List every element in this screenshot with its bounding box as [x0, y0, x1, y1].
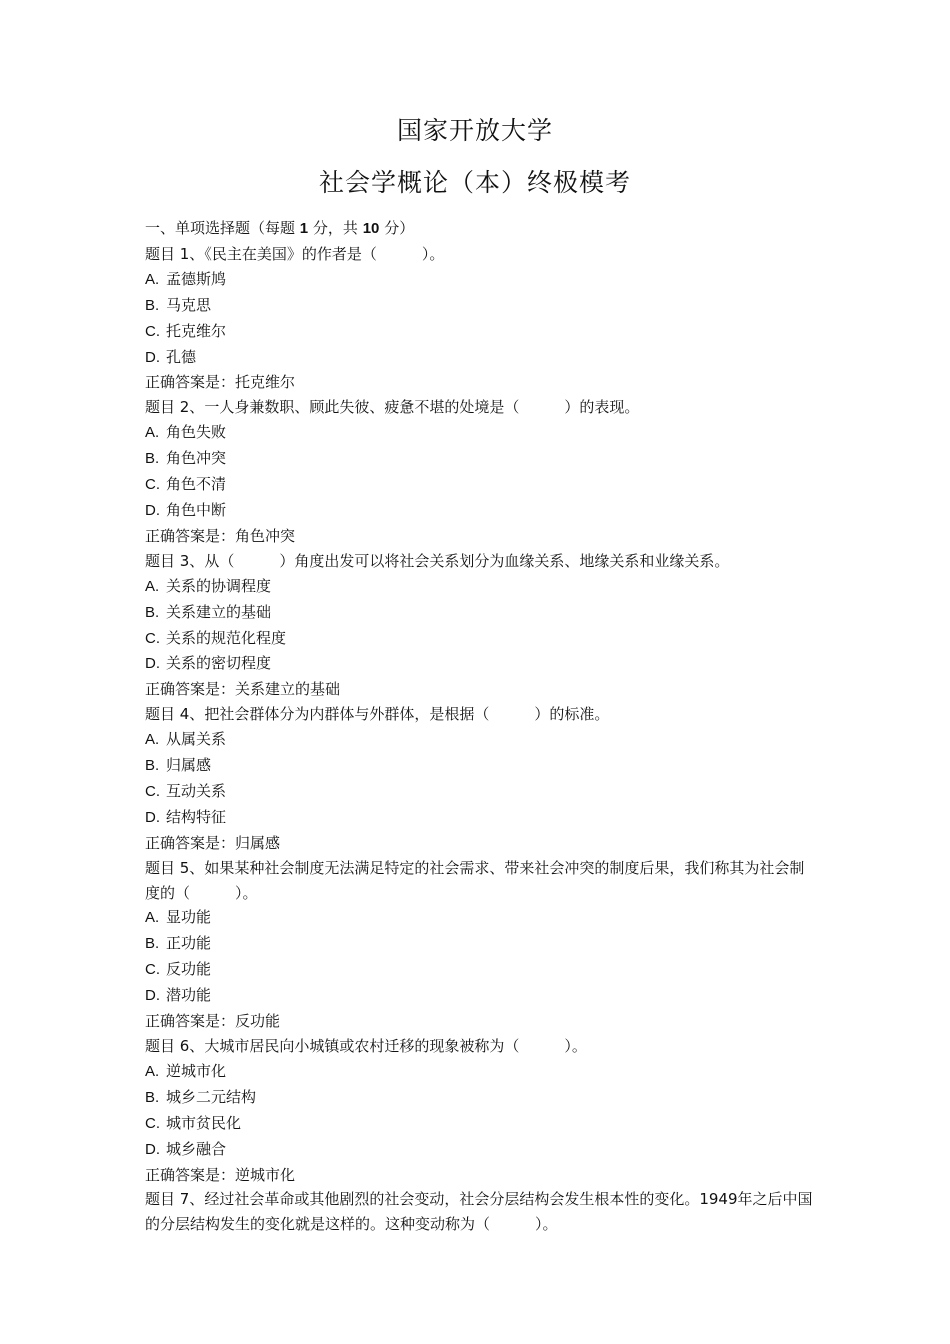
option-letter: D. [145, 808, 160, 826]
section-heading-part2: 分，共 [312, 219, 358, 237]
option-text: 逆城市化 [166, 1061, 227, 1080]
option-item [145, 779, 813, 805]
option-letter: D. [145, 348, 160, 366]
answer-text: 归属感 [235, 833, 281, 852]
answer-text: 托克维尔 [235, 373, 296, 392]
question-stem [145, 856, 813, 906]
option-text: 互动关系 [166, 781, 227, 800]
option-item [145, 1137, 813, 1163]
question-text: 大城市居民向小城镇或农村迁移的现象被称为（ ）。 [204, 1037, 587, 1055]
option-text: 托克维尔 [166, 321, 227, 340]
option-item [145, 345, 813, 371]
question-stem [145, 395, 813, 420]
option-letter: C. [145, 629, 160, 647]
option-text: 关系建立的基础 [166, 602, 272, 621]
answer-line [145, 1009, 813, 1034]
option-letter: D. [145, 501, 160, 519]
answer-line [145, 524, 813, 549]
option-letter: A. [145, 909, 160, 927]
answer-prefix: 正确答案是： [145, 680, 236, 699]
option-letter: C. [145, 961, 160, 979]
option-text: 关系的协调程度 [166, 576, 272, 595]
option-text: 结构特征 [166, 807, 227, 826]
option-item [145, 319, 813, 345]
option-item [145, 1111, 813, 1137]
option-item [145, 727, 813, 753]
answer-text: 反功能 [235, 1012, 281, 1031]
question-stem [145, 1187, 813, 1237]
question-text: 经过社会革命或其他剧烈的社会变动，社会分层结构会发生根本性的变化。1949年之后中国的分层结构发生的变化就是这样的。这种变动称为（ ）。 [145, 1190, 813, 1234]
option-letter: B. [145, 757, 160, 775]
option-text: 反功能 [166, 960, 212, 979]
option-item [145, 957, 813, 983]
option-text: 正功能 [166, 934, 212, 953]
option-item [145, 805, 813, 831]
question-label: 题目 1、 [145, 244, 205, 263]
section-heading-part3: 分） [384, 219, 415, 237]
option-text: 孟德斯鸠 [166, 269, 227, 288]
answer-prefix: 正确答案是： [145, 833, 236, 852]
option-item [145, 626, 813, 652]
option-letter: A. [145, 270, 160, 288]
option-letter: B. [145, 296, 160, 314]
option-text: 角色中断 [166, 500, 227, 519]
question-label: 题目 7、 [145, 1190, 205, 1209]
option-letter: A. [145, 731, 160, 749]
option-item [145, 446, 813, 472]
answer-text: 角色冲突 [235, 526, 296, 545]
section-heading-part1: 一、单项选择题（每题 [145, 219, 296, 237]
option-text: 关系的密切程度 [166, 654, 272, 673]
option-text: 显功能 [166, 908, 212, 927]
question-text: 把社会群体分为内群体与外群体，是根据（ ）的标准。 [204, 705, 610, 724]
option-text: 从属关系 [166, 730, 227, 749]
question-text: 从（ ）角度出发可以将社会关系划分为血缘关系、地缘关系和业缘关系。 [204, 551, 730, 570]
option-text: 角色不清 [166, 475, 227, 494]
section-heading [145, 216, 813, 242]
option-item [145, 753, 813, 779]
option-text: 潜功能 [166, 986, 212, 1005]
option-text: 角色冲突 [166, 449, 227, 468]
question-stem [145, 242, 813, 267]
answer-text: 关系建立的基础 [235, 680, 341, 699]
option-letter: C. [145, 782, 160, 800]
question-list [145, 216, 813, 1237]
option-letter: D. [145, 655, 160, 673]
option-letter: B. [145, 450, 160, 468]
university-title: 国家开放大学 [396, 116, 553, 145]
option-item [145, 574, 813, 600]
question-label: 题目 3、 [145, 551, 205, 570]
option-text: 城乡融合 [166, 1139, 227, 1158]
section-score-total: 10 [362, 220, 380, 237]
answer-prefix: 正确答案是： [145, 1012, 236, 1031]
question-label: 题目 4、 [145, 705, 205, 724]
option-text: 城市贫民化 [166, 1113, 242, 1132]
option-item [145, 498, 813, 524]
option-item [145, 420, 813, 446]
answer-prefix: 正确答案是： [145, 1165, 236, 1184]
option-item [145, 1085, 813, 1111]
option-text: 马克思 [166, 295, 212, 314]
course-title: 社会学概论（本）终极模考 [318, 168, 631, 197]
option-item [145, 293, 813, 319]
answer-prefix: 正确答案是： [145, 373, 236, 392]
option-item [145, 267, 813, 293]
option-letter: D. [145, 1140, 160, 1158]
option-letter: B. [145, 1088, 160, 1106]
option-letter: A. [145, 1062, 160, 1080]
question-stem [145, 549, 813, 574]
answer-line [145, 370, 813, 395]
option-text: 关系的规范化程度 [166, 628, 287, 647]
question-stem [145, 1034, 813, 1059]
option-item [145, 905, 813, 931]
answer-line [145, 831, 813, 856]
option-item [145, 600, 813, 626]
option-letter: C. [145, 476, 160, 494]
option-text: 归属感 [166, 756, 212, 775]
question-text: 《民主在美国》的作者是（ ）。 [204, 244, 445, 263]
option-letter: B. [145, 603, 160, 621]
option-letter: D. [145, 987, 160, 1005]
question-label: 题目 2、 [145, 398, 205, 417]
option-text: 城乡二元结构 [166, 1087, 257, 1106]
question-label: 题目 6、 [145, 1037, 205, 1055]
question-text: 一人身兼数职、顾此失彼、疲惫不堪的处境是（ ）的表现。 [204, 398, 640, 417]
question-text: 如果某种社会制度无法满足特定的社会需求、带来社会冲突的制度后果，我们称其为社会制度的（ ）。 [145, 858, 805, 902]
answer-text: 逆城市化 [235, 1165, 296, 1184]
option-letter: C. [145, 322, 160, 340]
question-stem [145, 702, 813, 727]
answer-line [145, 1163, 813, 1188]
option-item [145, 931, 813, 957]
option-item [145, 472, 813, 498]
option-text: 孔德 [166, 347, 197, 366]
option-letter: B. [145, 935, 160, 953]
option-letter: A. [145, 577, 160, 595]
answer-line [145, 677, 813, 702]
option-item [145, 651, 813, 677]
section-score-each: 1 [299, 220, 309, 237]
question-label: 题目 5、 [145, 858, 205, 877]
option-text: 角色失败 [166, 423, 227, 442]
answer-prefix: 正确答案是： [145, 526, 236, 545]
option-letter: A. [145, 424, 160, 442]
option-item [145, 1059, 813, 1085]
option-item [145, 983, 813, 1009]
option-letter: C. [145, 1114, 160, 1132]
